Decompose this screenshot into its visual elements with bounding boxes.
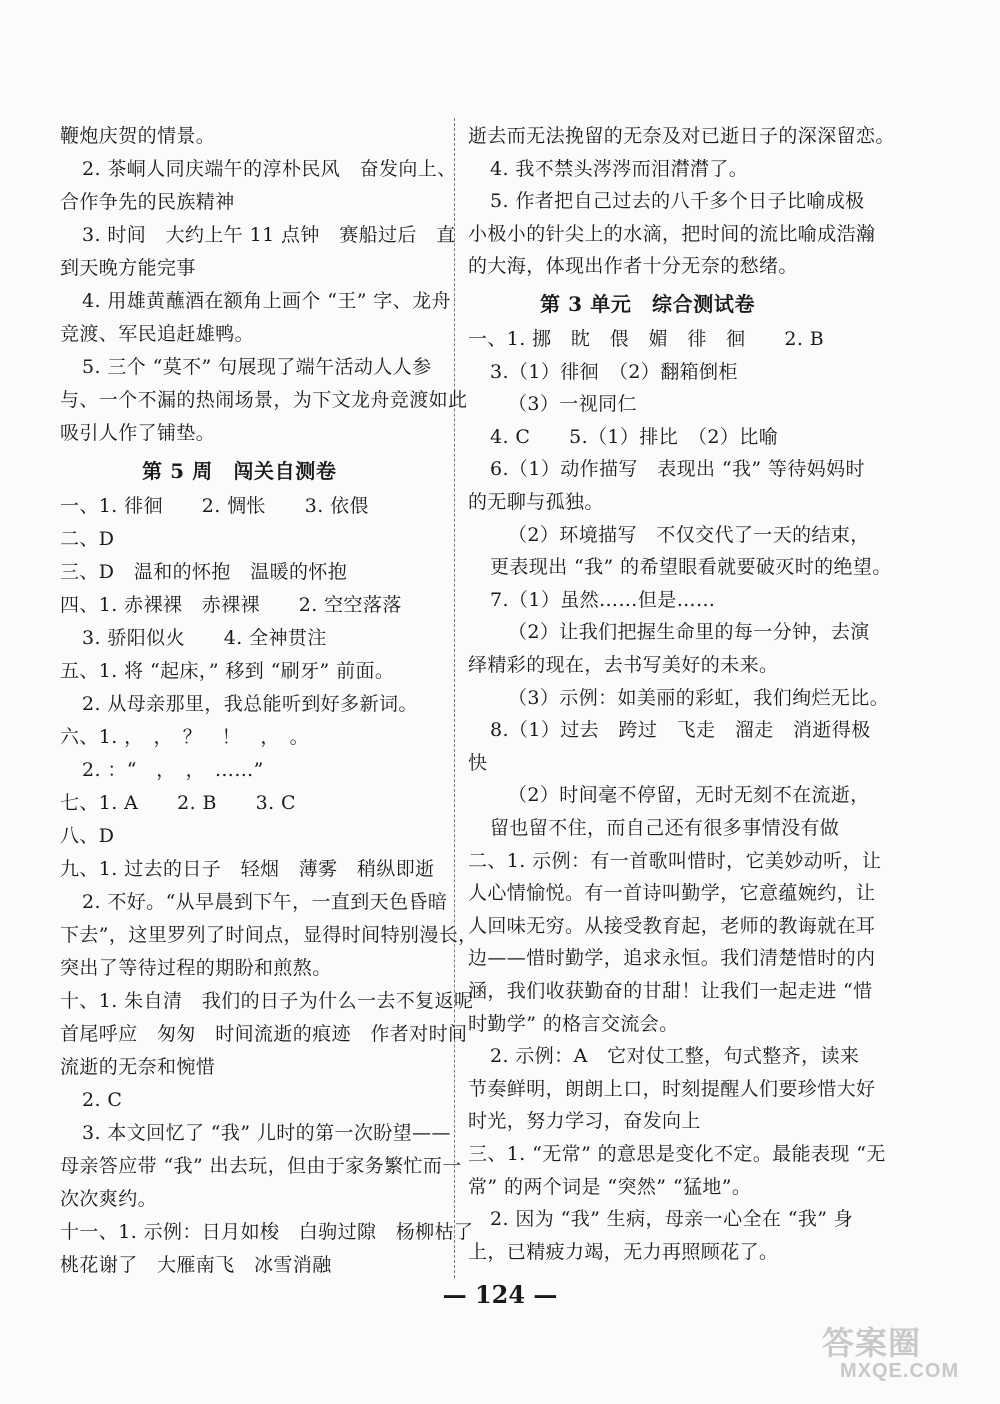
text-line: 5. 作者把自己过去的八千多个日子比喻成极 bbox=[490, 190, 865, 213]
text-line: 三、D 温和的怀抱 温暖的怀抱 bbox=[60, 561, 348, 583]
text-line: 3. 本文回忆了 “我” 儿时的第一次盼望—— bbox=[82, 1122, 451, 1144]
text-line: 快 bbox=[468, 751, 488, 774]
watermark-logo bbox=[822, 1318, 972, 1384]
text-line: 2. C bbox=[82, 1089, 123, 1111]
watermark-url: MXQE.COM bbox=[840, 1360, 960, 1382]
text-line: 2. 示例：A 它对仗工整，句式整齐，读来 bbox=[490, 1045, 860, 1068]
text-line: 涵，我们收获勤奋的甘甜！让我们一起走进 “惜 bbox=[468, 980, 873, 1002]
text-line: 竞渡、军民追赶雄鸭。 bbox=[60, 323, 255, 345]
text-line: 十、1. 朱自清 我们的日子为什么一去不复返呢 bbox=[60, 990, 474, 1012]
text-line: 7.（1）虽然……但是…… bbox=[490, 588, 716, 611]
text-line: 常” 的两个词是 “突然” “猛地”。 bbox=[468, 1175, 752, 1198]
text-line: （3）示例：如美丽的彩虹，我们绚烂无比。 bbox=[508, 686, 890, 709]
text-line: 到天晚方能完事 bbox=[60, 257, 196, 279]
text-line: 母亲答应带 “我” 出去玩，但由于家务繁忙而一 bbox=[60, 1155, 462, 1177]
section-heading: 第 3 单元 综合测试卷 bbox=[540, 292, 756, 316]
text-line: 逝去而无法挽留的无奈及对已逝日子的深深留恋。 bbox=[468, 125, 895, 147]
text-line: 下去”，这里罗列了时间点，显得时间特别漫长， bbox=[60, 924, 478, 946]
text-line: 二、1. 示例：有一首歌叫惜时，它美妙动听，让 bbox=[468, 849, 882, 872]
text-line: 2. 茶峒人同庆端午的淳朴民风 奋发向上、 bbox=[82, 158, 457, 180]
text-line: 5. 三个 “莫不” 句展现了端午活动人人参 bbox=[82, 356, 432, 378]
text-line: 合作争先的民族精神 bbox=[60, 191, 235, 213]
text-line: 2. 因为 “我” 生病，母亲一心全在 “我” 身 bbox=[490, 1208, 854, 1231]
section-heading: 第 5 周 闯关自测卷 bbox=[142, 459, 337, 483]
watermark-text: 答案圈 bbox=[822, 1325, 922, 1361]
text-line: 更表现出 “我” 的希望眼看就要破灭时的绝望。 bbox=[490, 556, 892, 579]
text-line: 3. 时间 大约上午 11 点钟 赛船过后 直 bbox=[82, 224, 456, 246]
text-line: 2. 从母亲那里，我总能听到好多新词。 bbox=[82, 693, 418, 715]
text-line: 4. 我不禁头涔涔而泪潸潸了。 bbox=[490, 157, 749, 180]
text-line: 小极小的针尖上的水滴，把时间的流比喻成浩瀚 bbox=[468, 222, 876, 245]
text-line: 二、D bbox=[60, 528, 115, 550]
text-line: 四、1. 赤裸裸 赤裸裸 2. 空空落落 bbox=[60, 594, 402, 616]
text-line: 三、1. “无常” 的意思是变化不定。最能表现 “无 bbox=[468, 1143, 886, 1165]
text-line: 2. 不好。“从早晨到下午，一直到天色昏暗 bbox=[82, 891, 448, 913]
text-line: 六、1. ， ， ？ ！ ， 。 bbox=[60, 726, 310, 748]
text-line: 时光，努力学习，奋发向上 bbox=[468, 1110, 701, 1133]
text-line: 的无聊与孤独。 bbox=[468, 491, 604, 513]
text-line: 上，已精疲力竭，无力再照顾花了。 bbox=[468, 1240, 779, 1263]
page-number: — 124 — bbox=[442, 1280, 558, 1309]
text-line: 流逝的无奈和惋惜 bbox=[60, 1056, 216, 1078]
text-line: 3. 骄阳似火 4. 全神贯注 bbox=[82, 627, 327, 649]
text-line: 节奏鲜明，朗朗上口，时刻提醒人们要珍惜大好 bbox=[468, 1077, 876, 1100]
text-line: 首尾呼应 匆匆 时间流逝的痕迹 作者对时间 bbox=[60, 1023, 468, 1045]
text-line: 人回味无穷。从接受教育起，老师的教诲就在耳 bbox=[468, 914, 876, 937]
text-line: （2）让我们把握生命里的每一分钟，去演 bbox=[508, 621, 870, 644]
text-line: 九、1. 过去的日子 轻烟 薄雾 稍纵即逝 bbox=[60, 858, 435, 880]
text-line: 8.（1）过去 跨过 飞走 溜走 消逝得极 bbox=[490, 719, 871, 742]
text-line: 一、1. 挪 眈 偎 媚 徘 徊 2. B bbox=[468, 328, 825, 350]
text-line: 与、一个不漏的热闹场景，为下文龙舟竞渡如此 bbox=[60, 389, 468, 411]
text-line: 八、D bbox=[60, 825, 115, 847]
text-line: 吸引人作了铺垫。 bbox=[60, 422, 216, 444]
text-line: （3）一视同仁 bbox=[508, 393, 637, 416]
text-line: 6.（1）动作描写 表现出 “我” 等待妈妈时 bbox=[490, 458, 865, 481]
text-line: 留也留不住，而自己还有很多事情没有做 bbox=[490, 817, 840, 839]
text-line: （2）时间毫不停留，无时无刻不在流逝， bbox=[508, 784, 870, 807]
column-divider bbox=[454, 118, 455, 1278]
text-line: 4. C 5.（1）排比 （2）比喻 bbox=[490, 425, 779, 448]
text-line: 五、1. 将 “起床，” 移到 “刷牙” 前面。 bbox=[60, 660, 395, 682]
text-line: 十一、1. 示例：日月如梭 白驹过隙 杨柳枯了 bbox=[60, 1221, 474, 1243]
text-line: （2）环境描写 不仅交代了一天的结束， bbox=[508, 523, 870, 546]
text-line: 七、1. A 2. B 3. C bbox=[60, 792, 296, 814]
text-line: 突出了等待过程的期盼和煎熬。 bbox=[60, 957, 332, 979]
text-line: 边——惜时勤学，追求永恒。我们清楚惜时的内 bbox=[468, 947, 876, 970]
text-line: 次次爽约。 bbox=[60, 1188, 158, 1210]
text-line: 桃花谢了 大雁南飞 冰雪消融 bbox=[60, 1254, 332, 1276]
text-line: 4. 用雄黄蘸酒在额角上画个 “王” 字、龙舟 bbox=[82, 290, 451, 312]
text-line: 绎精彩的现在，去书写美好的未来。 bbox=[468, 654, 779, 676]
text-line: 鞭炮庆贺的情景。 bbox=[60, 125, 216, 147]
text-line: 一、1. 徘徊 2. 惆怅 3. 依偎 bbox=[60, 495, 369, 517]
text-line: 时勤学” 的格言交流会。 bbox=[468, 1012, 679, 1035]
text-line: 的大海，体现出作者十分无奈的愁绪。 bbox=[468, 255, 798, 278]
text-line: 人心情愉悦。有一首诗叫勤学，它意蕴婉约，让 bbox=[468, 882, 876, 905]
text-line: 3.（1）徘徊 （2）翻箱倒柜 bbox=[490, 360, 738, 383]
text-line: 2. ：“ ， ， ……” bbox=[82, 759, 264, 781]
